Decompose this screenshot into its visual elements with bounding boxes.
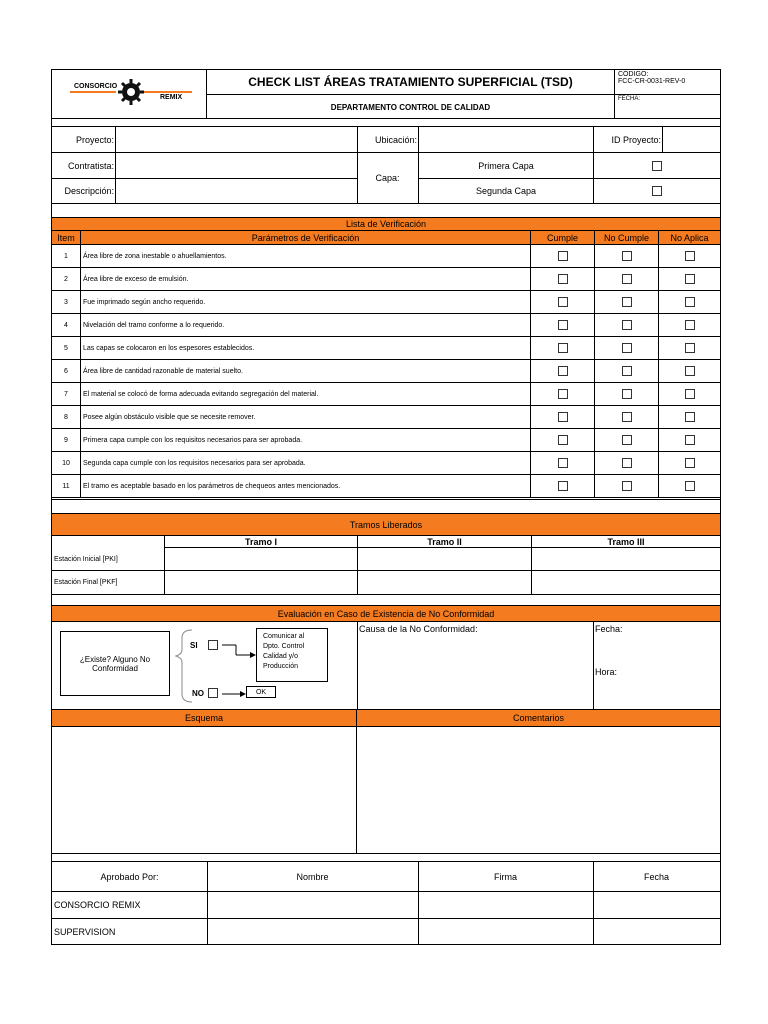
no-aplica-checkbox[interactable] (685, 366, 695, 376)
estacion-inicial-tramo-1[interactable] (164, 548, 357, 570)
no-cumple-checkbox[interactable] (622, 481, 632, 491)
col-params: Parámetros de Verificación (80, 231, 530, 244)
cumple-cell (530, 337, 594, 359)
checklist-row (52, 360, 720, 383)
item-number: 4 (64, 321, 68, 329)
consorcio-fecha-input[interactable] (594, 892, 720, 917)
cumple-checkbox[interactable] (558, 458, 568, 468)
no-aplica-checkbox[interactable] (685, 251, 695, 261)
fecha-cell (615, 95, 720, 119)
checklist-header-row (52, 231, 720, 245)
no-cumple-checkbox[interactable] (622, 389, 632, 399)
item-parameter: Primera capa cumple con los requisitos necesarios para ser aprobada. (80, 429, 530, 451)
cumple-cell (530, 406, 594, 428)
estacion-final-row (52, 571, 720, 594)
checklist-row (52, 452, 720, 475)
item-number: 7 (64, 390, 68, 398)
estacion-inicial-tramo-3[interactable] (531, 548, 720, 570)
checklist-row (52, 475, 720, 498)
col-cumple: Cumple (530, 231, 594, 244)
proyecto-input[interactable] (116, 128, 356, 151)
no-cumple-cell (594, 360, 658, 382)
spacer (51, 204, 721, 217)
cumple-checkbox[interactable] (558, 251, 568, 261)
form-title: CHECK LIST ÁREAS TRATAMIENTO SUPERFICIAL (TSD) (207, 70, 615, 95)
aprobacion-section (51, 861, 721, 945)
evaluacion-section (51, 605, 721, 710)
estacion-inicial-tramo-2[interactable] (357, 548, 531, 570)
no-aplica-checkbox[interactable] (685, 343, 695, 353)
aprobado-por-label: Aprobado Por: (100, 871, 159, 882)
no-aplica-checkbox[interactable] (685, 481, 695, 491)
primera-capa-cell (594, 153, 720, 178)
no-aplica-cell (658, 383, 720, 405)
no-cumple-checkbox[interactable] (622, 412, 632, 422)
esquema-title: Esquema (52, 710, 357, 727)
codigo-label: CÓDIGO: (618, 71, 649, 78)
si-checkbox[interactable] (208, 640, 218, 650)
item-parameter: Las capas se colocaron en los espesores establecidos. (80, 337, 530, 359)
esquema-area[interactable] (52, 727, 357, 853)
checklist-row (52, 337, 720, 360)
tramos-header (164, 536, 720, 548)
checklist-row (52, 314, 720, 337)
proyecto-label: Proyecto: (75, 134, 114, 145)
no-aplica-cell (658, 291, 720, 313)
spacer (51, 595, 721, 605)
item-number: 2 (64, 275, 68, 283)
segunda-capa-cell (594, 179, 720, 203)
checklist-row (52, 291, 720, 314)
eval-fecha-label: Fecha: (595, 624, 623, 634)
cumple-cell (530, 245, 594, 267)
contratista-label: Contratista: (67, 160, 114, 171)
no-cumple-checkbox[interactable] (622, 343, 632, 353)
checklist-section (51, 217, 721, 500)
estacion-final-label: Estación Final [PKF] (54, 579, 118, 586)
cumple-checkbox[interactable] (558, 297, 568, 307)
item-number: 9 (64, 436, 68, 444)
no-cumple-checkbox[interactable] (622, 458, 632, 468)
tramo-1-header: Tramo I (164, 536, 357, 547)
logo-text-right: REMIX (160, 94, 183, 101)
descripcion-label: Descripción: (64, 186, 114, 196)
no-aplica-cell (658, 406, 720, 428)
item-number: 11 (62, 482, 70, 490)
cumple-checkbox[interactable] (558, 412, 568, 422)
no-cumple-cell (594, 429, 658, 451)
checklist-row (52, 406, 720, 429)
item-parameter: El material se colocó de forma adecuada evitando segregación del material. (80, 383, 530, 405)
checklist-row (52, 245, 720, 268)
si-label: SI (190, 641, 198, 650)
tramos-section (51, 513, 721, 595)
form-subtitle: DEPARTAMENTO CONTROL DE CALIDAD (207, 95, 615, 119)
item-parameter: Área libre de exceso de emulsión. (80, 268, 530, 290)
supervision-nombre-input[interactable] (208, 919, 417, 944)
fecha-label: FECHA: (618, 96, 641, 102)
no-cumple-cell (594, 245, 658, 267)
eval-hora-label: Hora: (595, 667, 618, 677)
tramos-title: Tramos Liberados (52, 514, 720, 536)
id-proyecto-input[interactable] (663, 128, 719, 151)
id-proyecto-label: ID Proyecto: (611, 134, 661, 145)
consorcio-nombre-input[interactable] (208, 892, 417, 917)
checklist-row (52, 268, 720, 291)
cumple-checkbox[interactable] (558, 343, 568, 353)
comunicar-box: Comunicar al Dpto. Control Calidad y/o Producción (256, 628, 328, 682)
cumple-cell (530, 452, 594, 474)
no-cumple-cell (594, 337, 658, 359)
cumple-cell (530, 314, 594, 336)
cumple-cell (530, 383, 594, 405)
estacion-final-tramo-3[interactable] (531, 571, 720, 594)
supervision-row-label: SUPERVISION (54, 926, 116, 937)
ok-box: OK (246, 686, 276, 698)
project-info-section (51, 126, 721, 204)
cumple-checkbox[interactable] (558, 366, 568, 376)
no-cumple-cell (594, 452, 658, 474)
ubicacion-input[interactable] (419, 128, 592, 151)
segunda-capa-label: Segunda Capa (475, 186, 537, 196)
cumple-checkbox[interactable] (558, 435, 568, 445)
item-parameter: Nivelación del tramo conforme a lo requerido. (80, 314, 530, 336)
no-label: NO (192, 689, 204, 698)
no-aplica-cell (658, 337, 720, 359)
esquema-section (51, 709, 721, 854)
no-aplica-cell (658, 360, 720, 382)
cumple-cell (530, 429, 594, 451)
comentarios-title: Comentarios (357, 710, 720, 727)
item-parameter: El tramo es aceptable basado en los parámetros de chequeos antes mencionados. (80, 475, 530, 497)
tramo-3-header: Tramo III (531, 536, 720, 547)
estacion-final-tramo-1[interactable] (164, 571, 357, 594)
supervision-fecha-input[interactable] (594, 919, 720, 944)
item-number: 10 (62, 459, 70, 467)
item-parameter: Segunda capa cumple con los requisitos necesarios para ser aprobada. (80, 452, 530, 474)
no-cumple-cell (594, 383, 658, 405)
spacer (51, 500, 721, 513)
consorcio-remix-row-label: CONSORCIO REMIX (54, 900, 141, 910)
cumple-checkbox[interactable] (558, 481, 568, 491)
item-number: 6 (64, 367, 68, 375)
primera-capa-label: Primera Capa (478, 160, 534, 171)
checklist-row (52, 383, 720, 406)
no-aplica-checkbox[interactable] (685, 297, 695, 307)
cumple-checkbox[interactable] (558, 389, 568, 399)
no-cumple-checkbox[interactable] (622, 435, 632, 445)
segunda-capa-checkbox[interactable] (652, 186, 662, 196)
estacion-inicial-row (52, 548, 720, 571)
no-cumple-cell (594, 475, 658, 497)
item-parameter: Área libre de cantidad razonable de material suelto. (80, 360, 530, 382)
no-aplica-checkbox[interactable] (685, 320, 695, 330)
estacion-final-tramo-2[interactable] (357, 571, 531, 594)
item-parameter: Posee algún obstáculo visible que se necesite remover. (80, 406, 530, 428)
col-no-aplica: No Aplica (658, 231, 720, 244)
logo-text-left: CONSORCIO (74, 83, 118, 90)
col-item: Item (57, 232, 75, 243)
item-parameter: Área libre de zona inestable o ahuellamientos. (80, 245, 530, 267)
checklist-title: Lista de Verificación (52, 218, 720, 231)
cumple-cell (530, 291, 594, 313)
fecha-header: Fecha (643, 871, 669, 882)
no-aplica-cell (658, 245, 720, 267)
cumple-checkbox[interactable] (558, 320, 568, 330)
item-parameter: Fue imprimado según ancho requerido. (80, 291, 530, 313)
logo (52, 70, 207, 119)
no-aplica-cell (658, 314, 720, 336)
no-checkbox[interactable] (208, 688, 218, 698)
tramo-2-header: Tramo II (357, 536, 531, 547)
checklist-row (52, 429, 720, 452)
no-cumple-checkbox[interactable] (622, 366, 632, 376)
no-cumple-cell (594, 268, 658, 290)
no-aplica-cell (658, 475, 720, 497)
item-number: 1 (64, 252, 68, 260)
no-cumple-checkbox[interactable] (622, 274, 632, 284)
cumple-cell (530, 360, 594, 382)
item-number: 8 (64, 413, 68, 421)
cumple-cell (530, 268, 594, 290)
codigo-value: FCC-CR-0031-REV-0 (618, 78, 686, 85)
no-aplica-cell (658, 452, 720, 474)
codigo-cell (615, 70, 720, 95)
ubicacion-label: Ubicación: (374, 134, 417, 145)
no-cumple-cell (594, 406, 658, 428)
item-number: 5 (64, 344, 68, 352)
no-cumple-checkbox[interactable] (622, 251, 632, 261)
primera-capa-checkbox[interactable] (652, 161, 662, 171)
no-aplica-checkbox[interactable] (685, 274, 695, 284)
comentarios-area[interactable] (357, 727, 720, 853)
no-aplica-checkbox[interactable] (685, 435, 695, 445)
firma-header: Firma (494, 871, 517, 882)
existe-no-conformidad-question: ¿Existe? Alguno No Conformidad (60, 631, 170, 696)
no-aplica-cell (658, 268, 720, 290)
contratista-input[interactable] (116, 154, 356, 177)
col-no-cumple: No Cumple (594, 231, 658, 244)
causa-label: Causa de la No Conformidad: (359, 624, 478, 634)
no-aplica-checkbox[interactable] (685, 389, 695, 399)
estacion-inicial-label: Estación Inicial [PKI] (54, 556, 118, 563)
cumple-cell (530, 475, 594, 497)
item-number: 3 (64, 298, 68, 306)
no-aplica-checkbox[interactable] (685, 458, 695, 468)
descripcion-input[interactable] (116, 180, 356, 202)
no-aplica-cell (658, 429, 720, 451)
consorcio-remix-logo (52, 70, 207, 119)
no-aplica-checkbox[interactable] (685, 412, 695, 422)
nombre-header: Nombre (296, 871, 329, 882)
capa-label: Capa: (375, 173, 400, 183)
no-cumple-checkbox[interactable] (622, 297, 632, 307)
no-cumple-cell (594, 314, 658, 336)
form-header (51, 69, 721, 119)
consorcio-firma-input[interactable] (419, 892, 592, 917)
no-cumple-cell (594, 291, 658, 313)
no-cumple-checkbox[interactable] (622, 320, 632, 330)
evaluacion-title: Evaluación en Caso de Existencia de No Conformidad (52, 606, 720, 622)
supervision-firma-input[interactable] (419, 919, 592, 944)
cumple-checkbox[interactable] (558, 274, 568, 284)
